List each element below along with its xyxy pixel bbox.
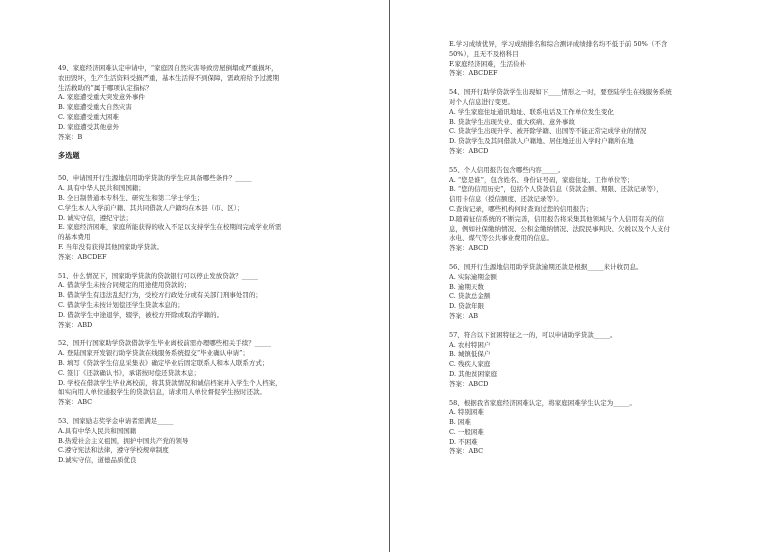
option-line: A. “您是谁”，包含姓名、身份证号码，家庭住址、工作单位等； [449, 175, 634, 184]
question-block [449, 166, 770, 254]
question-block [58, 64, 380, 142]
option-line: D. 贷款年限 [449, 302, 485, 311]
question-text-line: 的基本费用 [58, 233, 91, 242]
option-line: B. 城镇低保户 [449, 350, 491, 359]
question-block [449, 331, 770, 390]
question-text-line: 56、国开行生源地信用助学贷款逾期还款是根据_____来计收罚息。 [449, 262, 643, 271]
option-line: C. 签订《还款确认书》，承诺按时偿还贷款本息； [58, 368, 201, 377]
answer-line: 答案：ABCD [449, 146, 489, 155]
question-text-line: 49、家庭经济困难认定申请中，“家庭因自然灾害导致房屋倒塌或严重损坏， [58, 64, 278, 72]
right-page [391, 0, 780, 552]
question-block [449, 263, 770, 322]
question-text-line: 如实向用人单位通报学生的贷款信息，请求用人单位督促学生按时还款。 [58, 388, 266, 397]
answer-line: 答案：B [58, 132, 83, 141]
option-line: B. 全日制普通本专科生、研究生和第二学士学生； [58, 193, 204, 202]
answer-line: 答案：ABCD [449, 379, 489, 388]
option-line: C.学生本人入学前户籍、其共同借款人户籍均在本县（市、区）； [58, 203, 244, 212]
option-line: D. 其他贫困家庭 [449, 369, 498, 378]
option-line: A. 家庭遭受重大突发意外事件 [58, 93, 145, 102]
option-line: B. 逾期天数 [449, 282, 484, 291]
question-text-line: 51、什么情况下，国家助学贷款的贷款银行可以停止发放贷款？_____ [58, 271, 259, 280]
question-text-line: 信用卡信息（授信额度、还款记录等）。 [449, 195, 563, 204]
question-text-line: 57、符合以下贫困特征之一的，可以申请助学贷款_____。 [449, 330, 617, 339]
question-block [58, 174, 380, 262]
option-line: A.具有中华人民共和国国籍 [58, 426, 137, 435]
option-line: C. 贷款总金额 [449, 292, 491, 301]
option-line: D.诚实守信，道德品质优良 [58, 456, 137, 465]
question-text-line: 50、申请国开行生源地信用助学贷款的学生应具备哪些条件？_____ [58, 174, 252, 183]
option-line: A. 农村特困户 [449, 340, 491, 349]
question-text-line: 54、国开行助学贷款学生出现如下____情形之一时，要登陆学生在线服务系统 [449, 88, 672, 97]
option-line: C.查询记录，哪些机构何时查询过您的信用报告； [449, 204, 593, 213]
option-line: A. 具有中华人民共和国国籍； [58, 184, 145, 193]
question-text-line: 55、个人信用报告包含哪些内容_____。 [449, 165, 565, 174]
option-line: D. 贷款学生及其同借款人户籍地、居住地迁出入学时户籍所在地 [449, 137, 634, 146]
option-line: B.热爱社会主义祖国，拥护中国共产党的领导 [58, 436, 189, 445]
option-line: B. 困难 [449, 418, 471, 427]
question-block [449, 399, 770, 458]
option-line: C.遵守宪法和法律，遵守学校规章制度 [58, 446, 169, 455]
question-text-line: 生活救助的”属于哪项认定指标？ [58, 83, 153, 92]
question-block [58, 339, 380, 408]
answer-line: 答案：ABC [449, 447, 484, 456]
question-text-line: 58、根据我省家庭经济困难认定，将家庭困难学生认定为_____。 [449, 398, 637, 407]
question-block [58, 417, 380, 466]
option-line: E. 家庭经济困难，家庭所能获得的收入不足以支持学生在校期间完成学业所需 [58, 223, 282, 232]
question-text-line: 水电、煤气等公共事业费用的信息。 [449, 234, 553, 243]
option-line: D. 借款学生中途退学，辍学，被校方开除或取消学籍的。 [58, 310, 224, 319]
option-line: A. 特别困难 [449, 408, 484, 417]
question-block [449, 40, 770, 79]
option-line: F. 当年没有获得其他国家助学贷款。 [58, 242, 164, 251]
option-line: A. 学生家庭住址通讯地址、联系电话及工作单位发生变化 [449, 107, 614, 116]
option-line: F.家庭经济困难，生活俭朴 [449, 59, 527, 68]
page-divider [389, 0, 390, 552]
option-line: E.学习成绩优异，学习成绩排名和综合测评成绩排名均不低于前 50%（不含 [449, 40, 668, 48]
option-line: B. 借款学生有违法乱纪行为，受校方行政处分或有关部门刑事处罚的； [58, 291, 262, 300]
option-line: B. “您的信用历史”，包括个人贷款信息（贷款金额、期限、还款记录等）， [449, 185, 663, 194]
question-text-line: 50%），且无不及格科目 [449, 49, 519, 58]
question-text-line: 农田毁坏，生产生活资料受损严重，基本生活得不到保障，需政府给予过渡期 [58, 73, 279, 82]
option-line: B. 贷款学生出现失业、重大疾病、意外事故 [449, 117, 575, 126]
answer-line: 答案：ABCDEF [449, 69, 498, 78]
option-line: A. 登陆国家开发银行助学贷款在线服务系统提交“毕业确认申请”； [58, 349, 249, 358]
option-line: A. 借款学生未按合同规定的用途使用贷款的； [58, 281, 191, 290]
option-line: C. 一般困难 [449, 427, 484, 436]
option-line: C. 贷款学生出现升学、被开除学籍、出国等不能正常完成学业的情况 [449, 127, 647, 136]
option-line: C. 残疾人家庭 [449, 360, 491, 369]
answer-line: 答案：ABCD [449, 244, 489, 253]
option-line: D. 学校在借款学生毕业离校前，将其贷款情况和诚信档案并入学生个人档案， [58, 378, 282, 387]
question-text-line: 52、国开行国家助学贷款借款学生毕业离校前需办理哪些相关手续？_____ [58, 339, 272, 348]
answer-line: 答案：ABCDEF [58, 252, 107, 261]
answer-line: 答案：ABC [58, 398, 93, 407]
section-heading: 多选题 [58, 151, 80, 161]
question-text-line: 对个人信息进行变更。 [449, 97, 514, 106]
option-line: D.随着征信系统的不断完善，信用报告将采集其他领域与个人信用有关的信 [449, 214, 665, 223]
option-line: D. 家庭遭受其他意外 [58, 122, 120, 131]
answer-line: 答案：AB [449, 311, 478, 320]
option-line: C. 借款学生未按计划偿还学生贷款本息的； [58, 300, 184, 309]
option-line: D. 诚实守信，遵纪守法； [58, 213, 133, 222]
question-text-line: 息，例如社保缴纳情况、公积金缴纳情况、法院民事判决、欠税以及个人支付 [449, 224, 670, 233]
option-line: B. 家庭遭受重大自然灾害 [58, 103, 132, 112]
option-line: B. 填写《贷款学生信息采集表》确定毕业后固定联系人和本人联系方式； [58, 358, 269, 367]
question-block [58, 272, 380, 331]
option-line: D. 不困难 [449, 437, 478, 446]
question-block [449, 88, 770, 157]
option-line: C. 家庭遭受重大困难 [58, 112, 119, 121]
answer-line: 答案：ABD [58, 320, 93, 329]
option-line: A. 实际逾期金额 [449, 272, 497, 281]
question-text-line: 53、国家励志奖学金申请者需满足_____ [58, 416, 174, 425]
